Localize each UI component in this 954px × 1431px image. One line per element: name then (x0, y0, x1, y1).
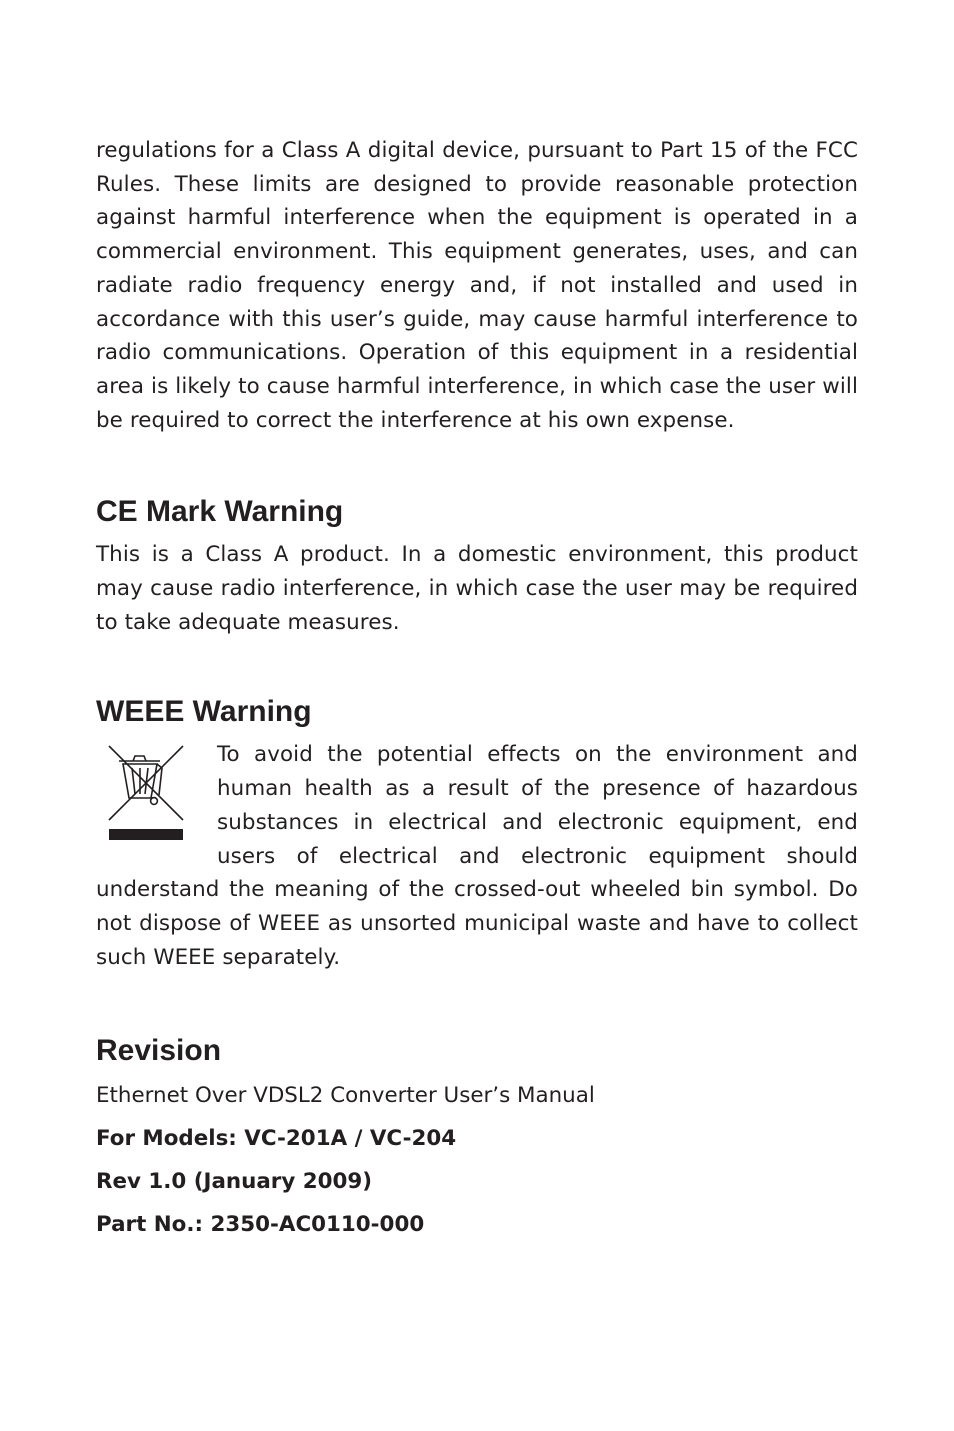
weee-paragraph: To avoid the potential effects on the environment and human health as a result of the presence of hazardous substances in electrical and electronic equipment, end users of electrical and electronic equipment should understand the meaning of the crossed-out wheeled bin symbol. Do not dispose of WEEE as unsorted municipal waste and have to collect such WEEE separately. (96, 742, 858, 970)
part-number-line: Part No.: 2350-AC0110-000 (96, 1212, 425, 1238)
ce-mark-paragraph: This is a Class A product. In a domestic environment, this product may cause radio interference, in which case the user may be required to take adequate measures. (96, 542, 858, 635)
ce-mark-heading: CE Mark Warning (96, 495, 344, 529)
weee-heading: WEEE Warning (96, 695, 312, 729)
weee-section (96, 738, 858, 974)
manual-page (96, 134, 858, 1238)
fcc-paragraph: regulations for a Class A digital device, pursuant to Part 15 of the FCC Rules. These limits are designed to provide reasonable protection against harmful interference when the equipment is operated in a commercial environment. This equipment generates, uses, and can radiate radio frequency energy and, if not installed and used in accordance with this user’s guide, may cause harmful interference to radio communications. Operation of this equipment in a residential area is likely to cause harmful interference, in which case the user will be required to correct the interference at his own expense. (96, 138, 858, 433)
revision-heading: Revision (96, 1034, 222, 1068)
crossed-out-wheeled-bin-icon (96, 740, 217, 844)
models-line: For Models: VC-201A / VC-204 (96, 1126, 457, 1152)
revision-line: Rev 1.0 (January 2009) (96, 1169, 373, 1195)
manual-title: Ethernet Over VDSL2 Converter User’s Manual (96, 1083, 595, 1109)
